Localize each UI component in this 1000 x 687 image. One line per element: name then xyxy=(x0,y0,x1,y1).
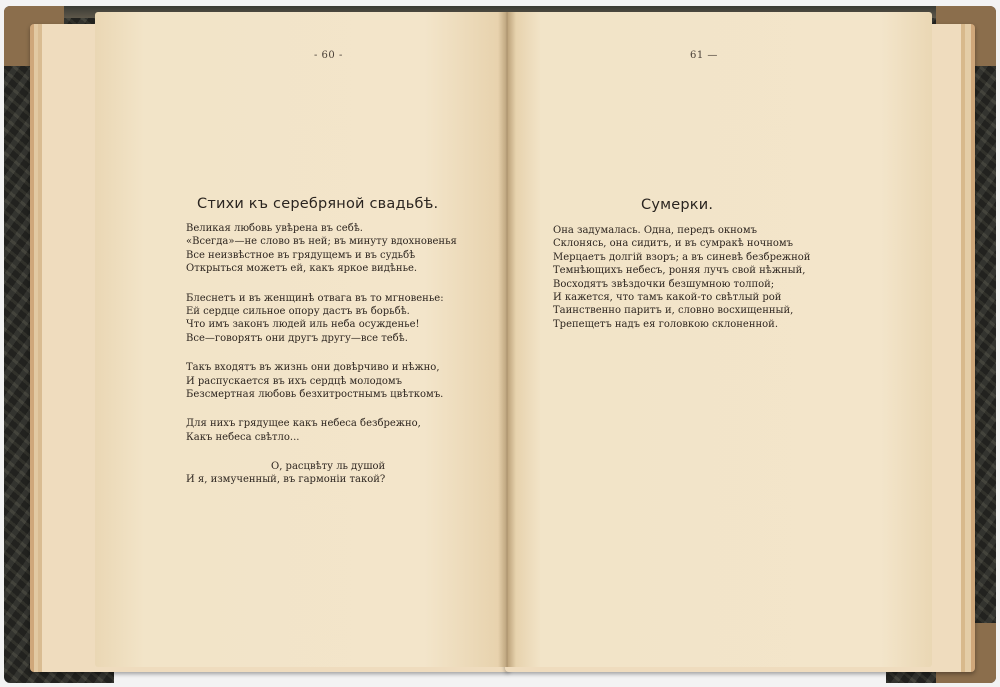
poem-title-left: Стихи къ серебряной свадьбѣ. xyxy=(197,196,439,212)
stanza xyxy=(186,222,457,276)
right-page xyxy=(507,12,932,667)
poem-line: «Всегда»—не слово въ ней; въ минуту вдохновенья xyxy=(186,236,457,248)
poem-line: Безсмертная любовь безхитростнымъ цвѣткомъ. xyxy=(186,388,444,400)
stanza xyxy=(186,417,457,444)
poem-line: Великая любовь увѣрена въ себѣ. xyxy=(186,223,363,234)
poem-line: Все неизвѣстное въ грядущемъ и въ судьбѣ xyxy=(186,249,416,261)
poem-line: О, расцвѣту ль душой xyxy=(271,461,386,473)
poem-line: Трепещетъ надъ ея головкою склоненной. xyxy=(553,318,779,330)
poem-line: Темнѣющихъ небесъ, роняя лучъ свой нѣжный, xyxy=(553,265,806,277)
poem-line: Восходятъ звѣздочки безшумною толпой; xyxy=(553,278,775,290)
stanza-gap xyxy=(186,444,457,460)
poem-line: Что имъ законъ людей иль неба осужденье! xyxy=(186,319,420,331)
poem-line: Открыться можетъ ей, какъ яркое видѣнье. xyxy=(186,263,418,275)
poem-title-right: Сумерки. xyxy=(641,197,714,213)
poem-body-left xyxy=(186,222,457,487)
poem-line: Она задумалась. Одна, передъ окномъ xyxy=(553,225,757,236)
poem-line: Ей сердце сильное опору дастъ въ борьбѣ. xyxy=(186,305,410,317)
book-gutter xyxy=(498,12,516,667)
poem-line: Таинственно паритъ и, словно восхищенный, xyxy=(553,305,794,317)
poem-line: И распускается въ ихъ сердцѣ молодомъ xyxy=(186,375,402,387)
poem-body-right xyxy=(553,224,810,331)
stanza xyxy=(186,361,457,401)
stanza xyxy=(186,292,457,346)
poem-line: Мерцаетъ долгій взоръ; а въ синевѣ безбрежной xyxy=(553,251,811,263)
poem-line: Такъ входятъ въ жизнь они довѣрчиво и нѣжно, xyxy=(186,362,440,374)
page-number-right: 61 — xyxy=(690,50,718,61)
poem-line: Какъ небеса свѣтло... xyxy=(186,431,300,443)
poem-line: И кажется, что тамъ какой-то свѣтлый рой xyxy=(553,291,782,303)
stanza-gap xyxy=(186,345,457,361)
stanza-gap xyxy=(186,276,457,292)
stanza-gap xyxy=(186,401,457,417)
poem-line: И я, измученный, въ гармоніи такой? xyxy=(186,474,386,486)
page-number-left: - 60 - xyxy=(314,50,343,61)
stanza xyxy=(186,460,457,487)
poem-line: Склонясь, она сидитъ, и въ сумракѣ ночномъ xyxy=(553,238,794,250)
poem-line: Все—говорятъ они другъ другу—все тебѣ. xyxy=(186,332,408,344)
poem-line: Блеснетъ и въ женщинѣ отвага въ то мгновенье: xyxy=(186,292,444,304)
poem-line: Для нихъ грядущее какъ небеса безбрежно, xyxy=(186,418,421,430)
